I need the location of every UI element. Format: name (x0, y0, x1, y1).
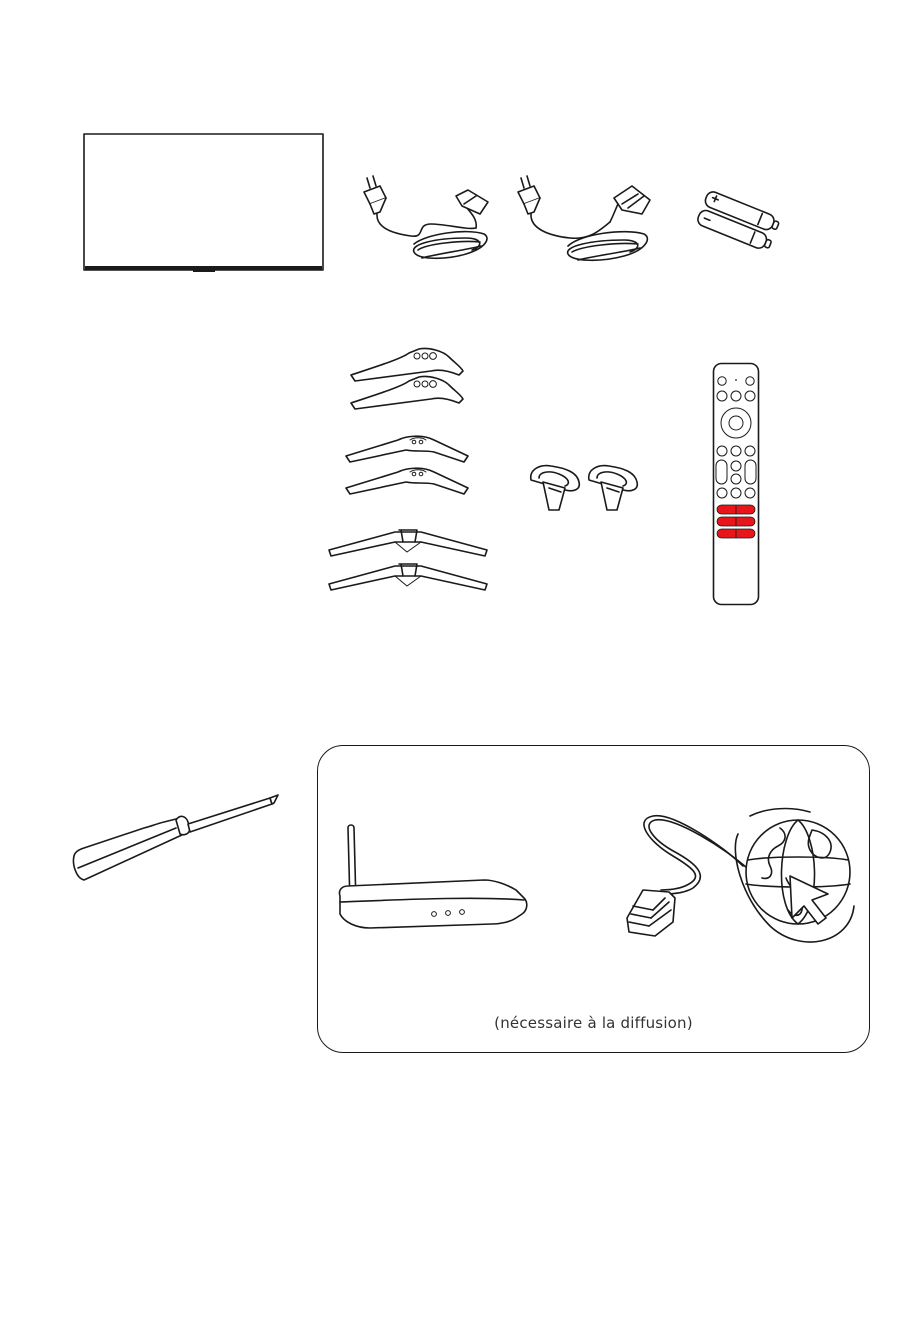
network-requirement-box (317, 745, 870, 1053)
batteries-icon (690, 196, 790, 256)
stand-legs-icon (342, 430, 472, 498)
tv-icon (83, 133, 325, 275)
globe-icon (730, 806, 860, 946)
remote-control-icon (712, 362, 762, 608)
screwdriver-icon (64, 792, 284, 888)
network-caption: (nécessaire à la diffusion) (494, 1014, 693, 1032)
power-cord-icon (356, 174, 496, 266)
router-icon (334, 818, 534, 934)
power-cord-icon (510, 174, 660, 266)
stand-legs-icon (345, 345, 470, 411)
stand-legs-icon (325, 522, 490, 594)
cable-clip-icon (525, 462, 650, 514)
